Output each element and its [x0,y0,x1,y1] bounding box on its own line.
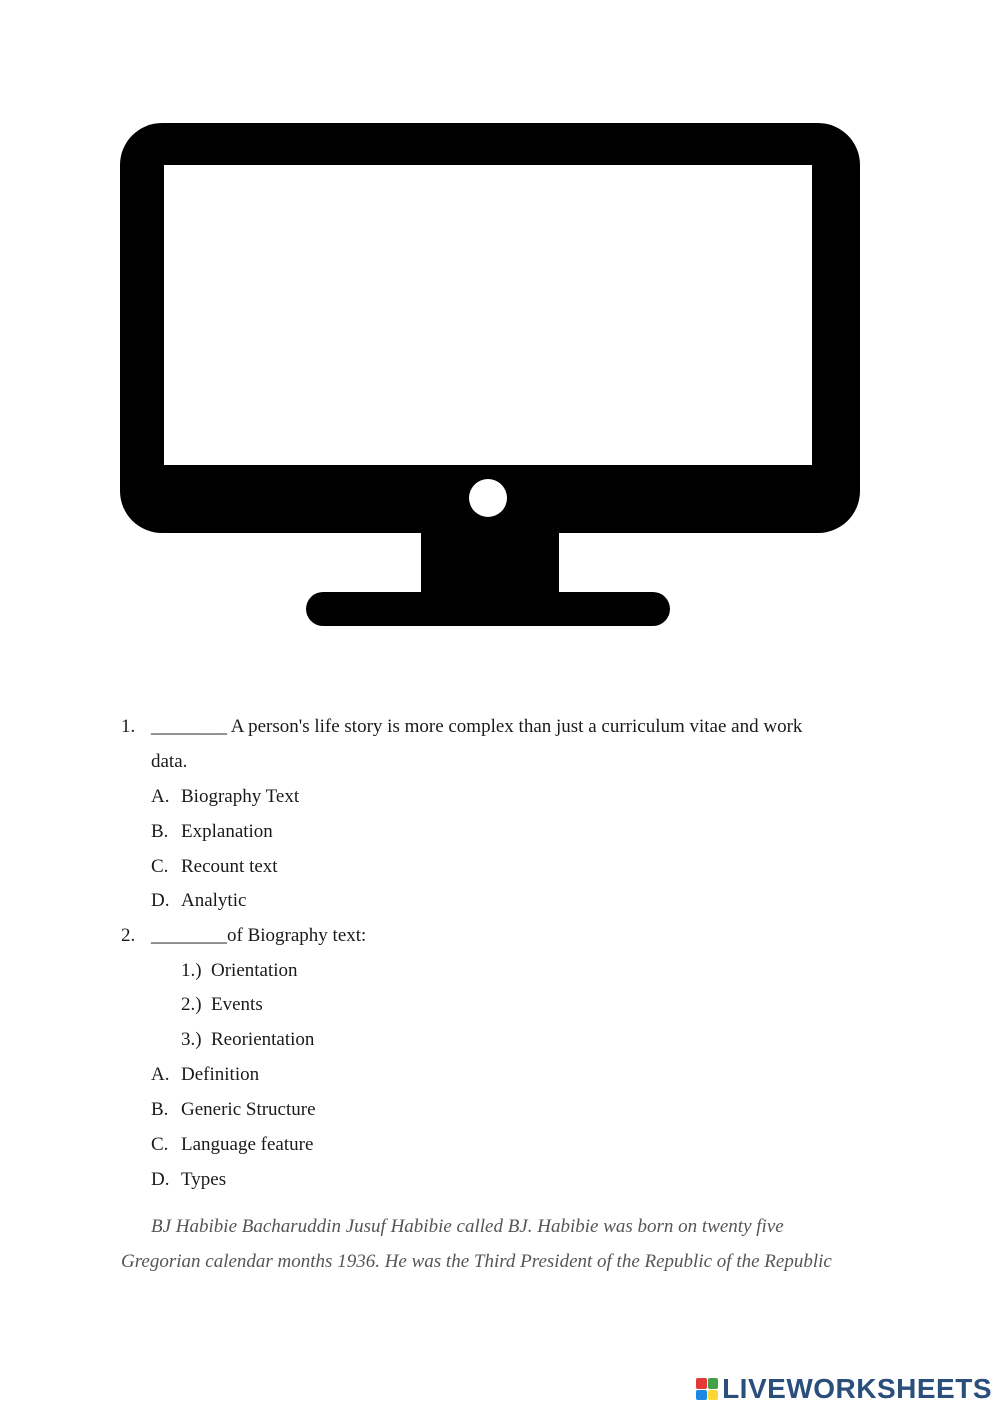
liveworksheets-logo [696,1373,992,1405]
option-text: Analytic [181,890,247,911]
passage-line-1: BJ Habibie Bacharuddin Jusuf Habibie called BJ. Habibie was born on twenty five [151,1216,784,1237]
question-2-sub-item-3 [181,1029,315,1051]
question-2-option-b[interactable] [151,1099,316,1121]
option-text: Definition [181,1064,260,1085]
option-letter: B. [151,821,169,842]
question-2-option-c[interactable] [151,1134,314,1156]
option-letter: B. [151,1099,169,1120]
option-text: Biography Text [181,786,300,807]
option-letter: C. [151,856,169,877]
sub-item-text: Reorientation [211,1029,315,1050]
question-2-sub-item-1 [181,960,298,982]
option-text: Generic Structure [181,1099,316,1120]
mark-tile [696,1378,707,1389]
question-1-stem-line2: data. [151,751,188,772]
question-1-stem-line1: ________ A person's life story is more complex than just a curriculum vitae and work [151,716,803,737]
question-1-option-a[interactable] [151,786,300,808]
question-1-number: 1. [121,716,136,737]
mark-tile [696,1390,707,1401]
sub-item-number: 3.) [181,1029,202,1050]
sub-item-text: Orientation [211,960,298,981]
question-2-sub-item-2 [181,994,263,1016]
sub-item-number: 2.) [181,994,202,1015]
monitor-screen [164,165,812,465]
monitor-power-button [469,479,507,517]
question-2-option-a[interactable] [151,1064,260,1086]
option-text: Explanation [181,821,273,842]
option-letter: C. [151,1134,169,1155]
liveworksheets-mark-icon [696,1378,718,1400]
sub-item-text: Events [211,994,263,1015]
option-letter: D. [151,1169,170,1190]
sub-item-number: 1.) [181,960,202,981]
mark-tile [708,1390,719,1401]
question-2-stem: ________of Biography text: [151,925,367,946]
brand-name: LIVEWORKSHEETS [722,1373,992,1404]
question-2-option-d[interactable] [151,1169,227,1191]
option-text: Recount text [181,856,278,877]
question-2-number: 2. [121,925,136,946]
mark-tile [708,1378,719,1389]
question-1-option-d[interactable] [151,890,247,912]
option-letter: D. [151,890,170,911]
monitor-icon [118,120,862,630]
monitor-base [306,592,670,626]
option-letter: A. [151,786,170,807]
question-1-option-c[interactable] [151,856,278,878]
passage-line-2: Gregorian calendar months 1936. He was the Third President of the Republic of the Republic [121,1251,832,1272]
option-text: Types [181,1169,227,1190]
option-text: Language feature [181,1134,314,1155]
monitor-neck [421,530,559,594]
question-1-option-b[interactable] [151,821,273,843]
option-letter: A. [151,1064,170,1085]
